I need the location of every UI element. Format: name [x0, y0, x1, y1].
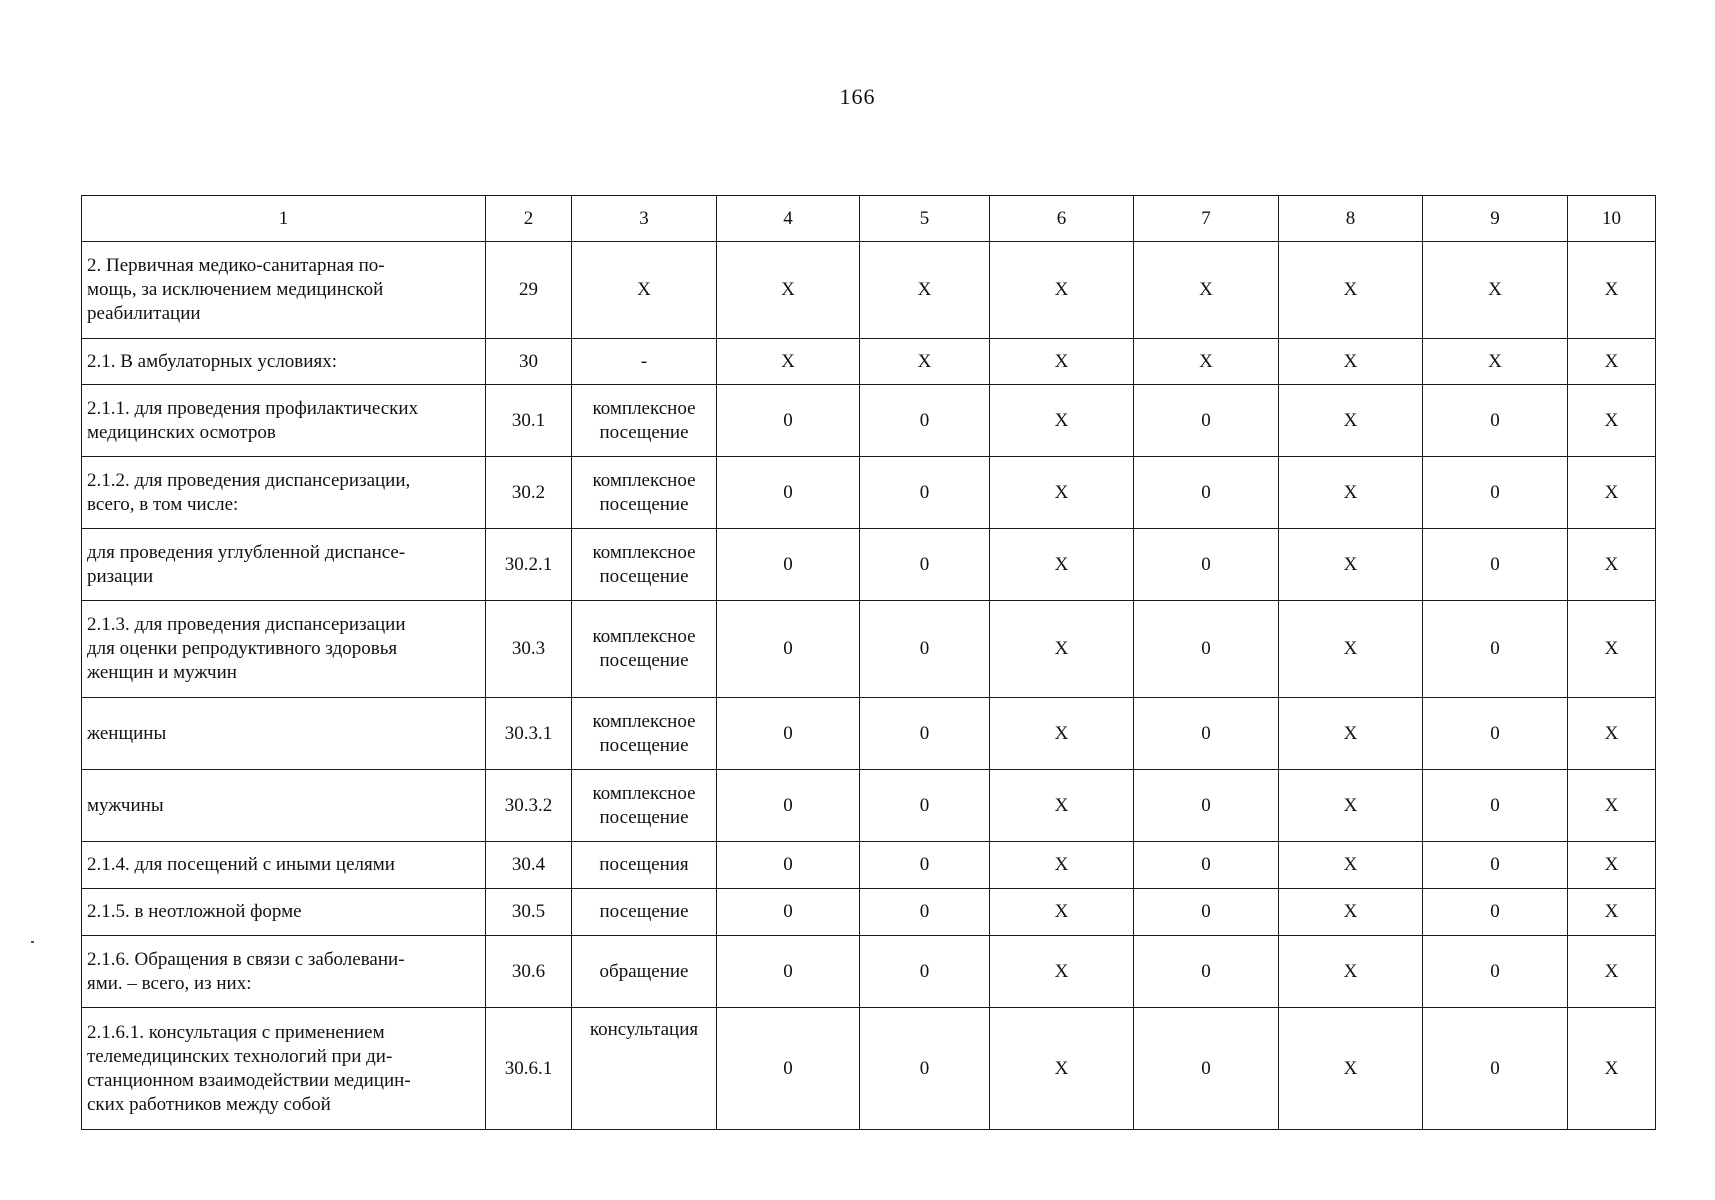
value-cell: 0 [717, 601, 860, 698]
value-cell: Х [1568, 601, 1656, 698]
value-cell: Х [1279, 457, 1423, 529]
value-cell: 0 [860, 842, 990, 889]
value-cell: 0 [717, 842, 860, 889]
scan-mark [31, 941, 34, 943]
row-unit-cell: - [572, 339, 717, 385]
value-cell: Х [990, 601, 1134, 698]
value-cell: Х [1279, 1008, 1423, 1130]
value-cell: 0 [1134, 601, 1279, 698]
column-header: 3 [572, 196, 717, 242]
table-row [82, 698, 1656, 770]
table-row [82, 385, 1656, 457]
table-row [82, 770, 1656, 842]
row-name-cell: 2.1.5. в неотложной форме [82, 889, 486, 936]
value-cell: Х [1279, 529, 1423, 601]
column-header: 6 [990, 196, 1134, 242]
row-code-cell: 30.6.1 [486, 1008, 572, 1130]
column-header: 5 [860, 196, 990, 242]
row-name-cell: женщины [82, 698, 486, 770]
value-cell: Х [1279, 601, 1423, 698]
row-unit-cell: Х [572, 242, 717, 339]
value-cell: Х [990, 889, 1134, 936]
column-header: 10 [1568, 196, 1656, 242]
column-header: 7 [1134, 196, 1279, 242]
value-cell: Х [717, 242, 860, 339]
value-cell: 0 [1423, 936, 1568, 1008]
value-cell: 0 [1134, 1008, 1279, 1130]
value-cell: 0 [860, 457, 990, 529]
value-cell: Х [1568, 936, 1656, 1008]
value-cell: Х [990, 457, 1134, 529]
value-cell: Х [860, 242, 990, 339]
row-code-cell: 30 [486, 339, 572, 385]
row-unit-cell: посещения [572, 842, 717, 889]
value-cell: 0 [1134, 842, 1279, 889]
value-cell: 0 [1134, 457, 1279, 529]
value-cell: 0 [1134, 698, 1279, 770]
value-cell: Х [1279, 889, 1423, 936]
row-name-cell: 2.1.6. Обращения в связи с заболевани- ями. – всего, из них: [82, 936, 486, 1008]
table-row [82, 936, 1656, 1008]
table-row [82, 842, 1656, 889]
row-unit-cell: комплексное посещение [572, 457, 717, 529]
value-cell: 0 [1134, 385, 1279, 457]
value-cell: Х [1423, 242, 1568, 339]
row-code-cell: 30.3.2 [486, 770, 572, 842]
value-cell: Х [990, 1008, 1134, 1130]
value-cell: Х [1134, 242, 1279, 339]
value-cell: Х [990, 936, 1134, 1008]
value-cell: Х [1279, 842, 1423, 889]
value-cell: Х [1568, 1008, 1656, 1130]
row-name-cell: 2.1.6.1. консультация с применением телемедицинских технологий при ди- станционном взаимодействии медицин- ских работников между собой [82, 1008, 486, 1130]
value-cell: Х [1568, 529, 1656, 601]
value-cell: Х [717, 339, 860, 385]
value-cell: 0 [717, 889, 860, 936]
value-cell: Х [1134, 339, 1279, 385]
data-table [81, 195, 1656, 1130]
row-unit-cell: комплексное посещение [572, 529, 717, 601]
value-cell: Х [1568, 339, 1656, 385]
value-cell: 0 [1423, 457, 1568, 529]
value-cell: 0 [860, 770, 990, 842]
value-cell: Х [1279, 339, 1423, 385]
row-name-cell: 2.1.4. для посещений с иными целями [82, 842, 486, 889]
value-cell: 0 [1134, 936, 1279, 1008]
value-cell: Х [1568, 889, 1656, 936]
value-cell: 0 [860, 601, 990, 698]
row-unit-cell: консультация [572, 1008, 717, 1130]
row-unit-cell: обращение [572, 936, 717, 1008]
row-name-cell: мужчины [82, 770, 486, 842]
value-cell: 0 [1423, 842, 1568, 889]
table-row [82, 242, 1656, 339]
table-row [82, 1008, 1656, 1130]
value-cell: Х [990, 842, 1134, 889]
row-code-cell: 30.4 [486, 842, 572, 889]
value-cell: 0 [717, 385, 860, 457]
value-cell: Х [1568, 385, 1656, 457]
row-unit-cell: комплексное посещение [572, 698, 717, 770]
value-cell: Х [1423, 339, 1568, 385]
table-row [82, 889, 1656, 936]
value-cell: Х [990, 339, 1134, 385]
value-cell: Х [1568, 770, 1656, 842]
row-name-cell: для проведения углубленной диспансе- ризации [82, 529, 486, 601]
column-header: 8 [1279, 196, 1423, 242]
column-header: 2 [486, 196, 572, 242]
value-cell: 0 [717, 936, 860, 1008]
row-name-cell: 2. Первичная медико-санитарная по- мощь, за исключением медицинской реабилитации [82, 242, 486, 339]
value-cell: Х [990, 770, 1134, 842]
value-cell: 0 [860, 385, 990, 457]
value-cell: Х [990, 698, 1134, 770]
value-cell: 0 [1423, 889, 1568, 936]
value-cell: Х [1279, 936, 1423, 1008]
row-unit-cell: комплексное посещение [572, 385, 717, 457]
value-cell: Х [1279, 770, 1423, 842]
value-cell: 0 [1423, 529, 1568, 601]
value-cell: Х [990, 385, 1134, 457]
value-cell: 0 [860, 1008, 990, 1130]
value-cell: Х [860, 339, 990, 385]
value-cell: 0 [1423, 385, 1568, 457]
table-row [82, 457, 1656, 529]
value-cell: 0 [860, 889, 990, 936]
table-row [82, 529, 1656, 601]
row-code-cell: 30.5 [486, 889, 572, 936]
value-cell: 0 [1423, 601, 1568, 698]
value-cell: 0 [1423, 698, 1568, 770]
value-cell: Х [1568, 457, 1656, 529]
value-cell: Х [1279, 242, 1423, 339]
row-code-cell: 30.2.1 [486, 529, 572, 601]
row-code-cell: 30.3 [486, 601, 572, 698]
value-cell: 0 [1423, 770, 1568, 842]
column-header: 4 [717, 196, 860, 242]
value-cell: Х [990, 242, 1134, 339]
column-header: 1 [82, 196, 486, 242]
value-cell: 0 [717, 698, 860, 770]
row-code-cell: 29 [486, 242, 572, 339]
row-name-cell: 2.1.2. для проведения диспансеризации, всего, в том числе: [82, 457, 486, 529]
row-unit-cell: посещение [572, 889, 717, 936]
value-cell: 0 [717, 1008, 860, 1130]
value-cell: Х [1279, 385, 1423, 457]
value-cell: 0 [860, 698, 990, 770]
header-row [82, 196, 1656, 242]
row-unit-cell: комплексное посещение [572, 601, 717, 698]
value-cell: 0 [1134, 889, 1279, 936]
row-code-cell: 30.2 [486, 457, 572, 529]
value-cell: 0 [1134, 529, 1279, 601]
row-name-cell: 2.1. В амбулаторных условиях: [82, 339, 486, 385]
row-code-cell: 30.1 [486, 385, 572, 457]
value-cell: 0 [717, 529, 860, 601]
value-cell: Х [990, 529, 1134, 601]
table-row [82, 339, 1656, 385]
value-cell: 0 [860, 529, 990, 601]
value-cell: Х [1568, 242, 1656, 339]
table-row [82, 601, 1656, 698]
table-body [82, 242, 1656, 1130]
row-code-cell: 30.6 [486, 936, 572, 1008]
page-number: 166 [839, 84, 876, 109]
value-cell: 0 [717, 457, 860, 529]
value-cell: 0 [1134, 770, 1279, 842]
value-cell: Х [1568, 698, 1656, 770]
row-code-cell: 30.3.1 [486, 698, 572, 770]
row-name-cell: 2.1.1. для проведения профилактических медицинских осмотров [82, 385, 486, 457]
value-cell: 0 [860, 936, 990, 1008]
row-unit-cell: комплексное посещение [572, 770, 717, 842]
row-name-cell: 2.1.3. для проведения диспансеризации для оценки репродуктивного здоровья женщин и мужчин [82, 601, 486, 698]
value-cell: Х [1568, 842, 1656, 889]
value-cell: 0 [1423, 1008, 1568, 1130]
value-cell: Х [1279, 698, 1423, 770]
column-header: 9 [1423, 196, 1568, 242]
value-cell: 0 [717, 770, 860, 842]
